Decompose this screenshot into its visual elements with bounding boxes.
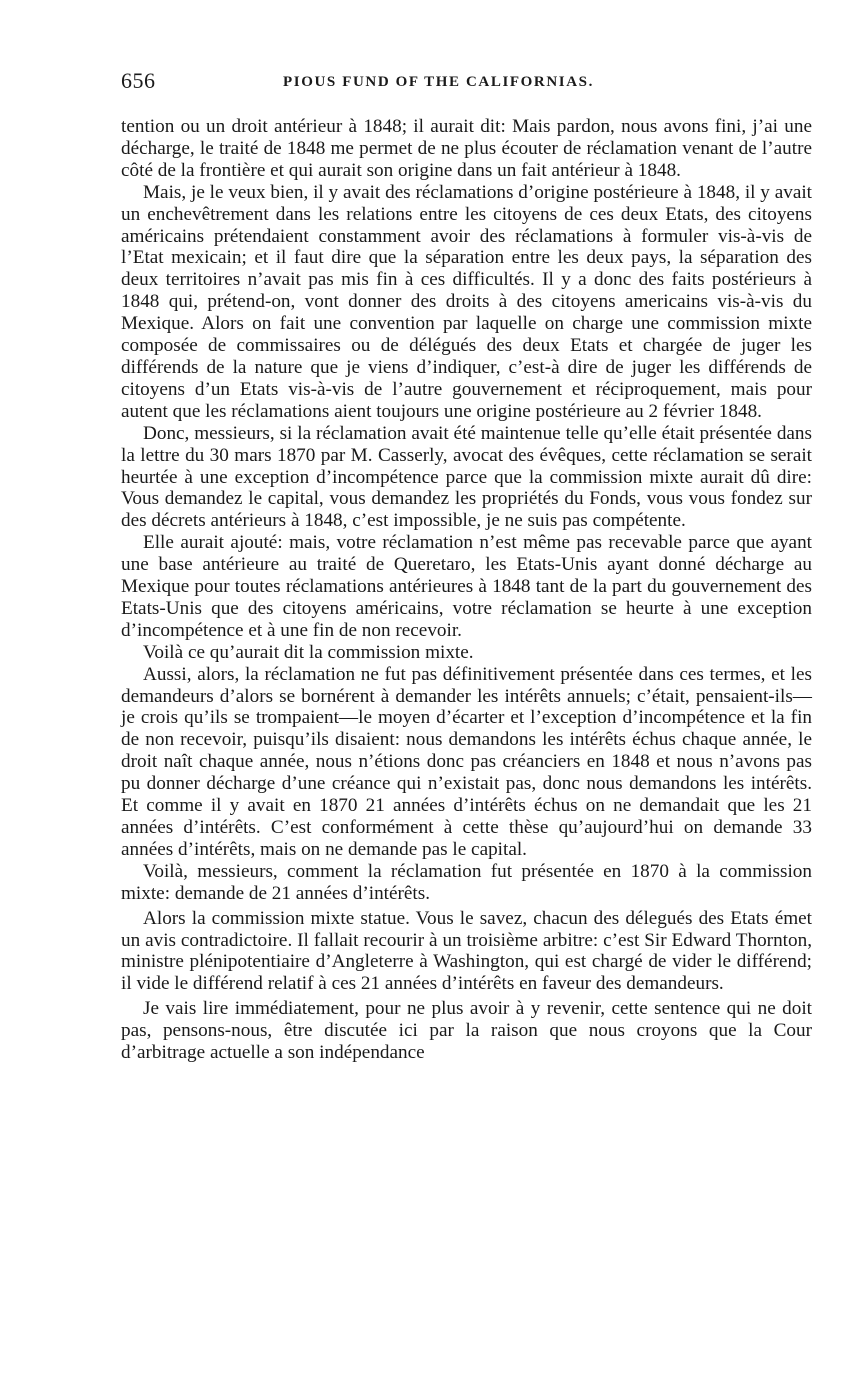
paragraph: Je vais lire immédiatement, pour ne plus avoir à y revenir, cette sentence qui ne doit pas, pensons-nous, être discutée ici par la raison que nous croyons que la Cour d’arbitrage actuelle a son indépendance [121, 998, 812, 1064]
page-number: 656 [121, 68, 156, 93]
paragraph: Elle aurait ajouté: mais, votre réclamation n’est même pas recevable parce que ayant une base antérieure au traité de Queretaro, les Etats-Unis ayant donné décharge au Mexique pour toutes réclamations antérieures à 1848 tant de la part du gouvernement des Etats-Unis que des citoyens américains, votre réclamation se heurte à une exception d’incompétence et à une fin de non recevoir. [121, 532, 812, 641]
paragraph: Aussi, alors, la réclamation ne fut pas définitivement présentée dans ces termes, et les demandeurs d’alors se bornérent à demander les intérêts annuels; c’était, pensaient-ils—je crois qu’ils se trompaient—le moyen d’écarter et l’exception d’incompétence et la fin de non recevoir, puisqu’ils disaient: nous demandons les intérêts échus chaque année, le droit naît chaque année, nous n’étions donc pas créanciers en 1848 et nous n’avons pas pu donner décharge d’une créance qui n’existait pas, donc nous demandons les intérêts. Et comme il y avait en 1870 21 années d’intérêts échus on ne demandait que les 21 années d’intérêts. C’est conformément à cette thèse qu’aujourd’hui on demande 33 années d’intérêts, mais on ne demande pas le capital. [121, 663, 812, 860]
body-text [121, 116, 812, 1064]
paragraph: Voilà ce qu’aurait dit la commission mixte. [143, 641, 474, 663]
document-page [121, 68, 812, 1064]
paragraph: Voilà, messieurs, comment la réclamation fut présentée en 1870 à la commission mixte: demande de 21 années d’intérêts. [121, 860, 812, 904]
paragraph: Donc, messieurs, si la réclamation avait été maintenue telle qu’elle était présentée dans la lettre du 30 mars 1870 par M. Casserly, avocat des évêques, cette réclamation se serait heurtée à une exception d’incompétence parce que la commission mixte aurait dû dire: Vous demandez le capital, vous demandez les propriétés du Fonds, vous vous fondez sur des décrets antérieurs à 1848, c’est impossible, je ne suis pas compétente. [121, 422, 812, 532]
running-head [121, 68, 812, 102]
paragraph: Mais, je le veux bien, il y avait des réclamations d’origine postérieure à 1848, il y avait un enchevêtrement dans les relations entre les citoyens de ces deux Etats, des citoyens américains prétendaient constamment avoir des réclamations à formuler vis-à-vis de l’Etat mexicain; et il faut dire que la séparation entre les deux pays, la séparation des deux territoires n’avait pas mis fin à ces difficultés. Il y a donc des faits postérieurs à 1848 qui, prétend-on, vont donner des droits à des citoyens americains vis-à-vis du Mexique. Alors on fait une convention par laquelle on charge une commission mixte composée de commissaires ou de délégués des deux Etats et chargée de juger les différends de la nature que je viens d’indiquer, c’est-à dire de juger les différends de citoyens d’un Etats vis-à-vis de l’autre gouvernement et réciproquement, mais pour autent que les réclamations aient toujours une origine postérieure au 2 février 1848. [121, 181, 812, 422]
running-title: PIOUS FUND OF THE CALIFORNIAS. [283, 74, 594, 90]
paragraph-continued: tention ou un droit antérieur à 1848; il aurait dit: Mais pardon, nous avons fini, j’ai une décharge, le traité de 1848 me permet de ne plus écouter de réclamation venant de l’autre côté de la frontière et qui aurait son origine dans un fait antérieur à 1848. [121, 116, 812, 181]
paragraph: Alors la commission mixte statue. Vous le savez, chacun des délegués des Etats émet un avis contradictoire. Il fallait recourir à un troisième arbitre: c’est Sir Edward Thornton, ministre plénipotentiaire d’Angleterre à Washington, qui est chargé de vider le différend; il vide le différend relatif à ces 21 années d’intérêts en faveur des demandeurs. [121, 907, 812, 995]
